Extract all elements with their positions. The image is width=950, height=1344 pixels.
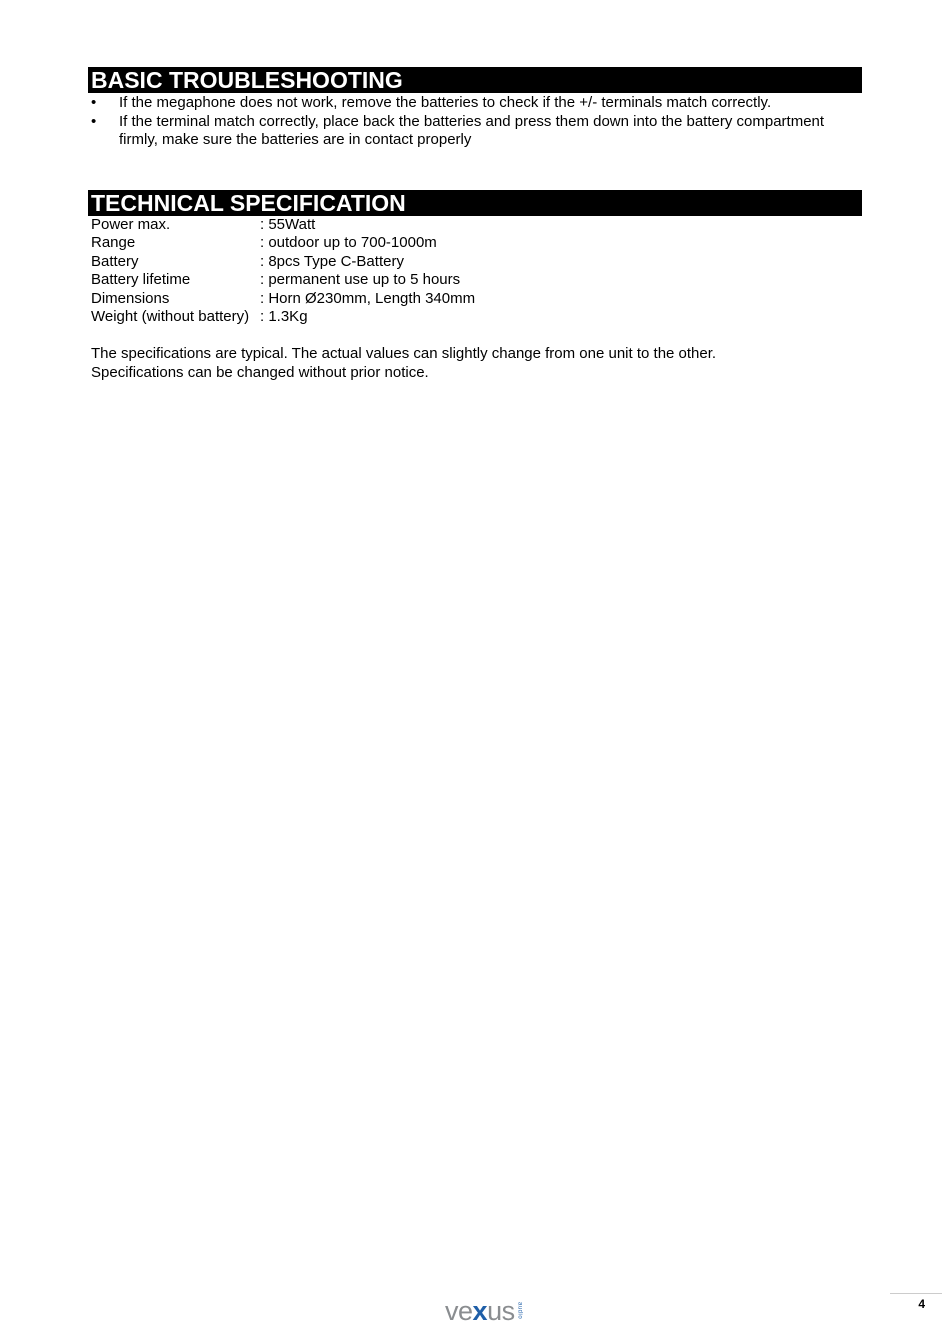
spec-row — [91, 253, 475, 271]
spec-row — [91, 234, 475, 252]
section-heading-troubleshooting: BASIC TROUBLESHOOTING — [88, 67, 862, 93]
bullet-icon: • — [91, 94, 97, 111]
troubleshooting-list — [88, 94, 862, 150]
spec-table — [91, 216, 475, 326]
spec-value: : 8pcs Type C-Battery — [260, 252, 404, 270]
spec-note: The specifications are typical. The actual values can slightly change from one unit to the other. — [91, 345, 717, 362]
footer-divider — [890, 1293, 942, 1294]
list-item — [88, 94, 862, 113]
spec-label: Weight (without battery) — [91, 308, 250, 326]
spec-label: Battery — [91, 252, 139, 270]
spec-label: Dimensions — [91, 289, 170, 307]
vexus-logo — [445, 1296, 523, 1326]
spec-value: : 55Watt — [260, 216, 316, 233]
spec-row — [91, 216, 475, 234]
list-item — [88, 113, 862, 150]
spec-note: Specifications can be changed without prior notice. — [91, 363, 429, 381]
spec-row — [91, 308, 475, 326]
spec-notes — [91, 345, 716, 382]
bullet-icon: • — [91, 112, 97, 130]
list-item-text: If the megaphone does not work, remove the batteries to check if the +/- terminals match correctly. — [119, 94, 772, 111]
spec-value: : 1.3Kg — [260, 308, 308, 326]
list-item-text: If the terminal match correctly, place back the batteries and press them down into the battery compartment firmly, make sure the batteries are in contact properly — [119, 112, 825, 148]
section-heading-technical-specification: TECHNICAL SPECIFICATION — [88, 190, 862, 216]
spec-row — [91, 271, 475, 289]
logo-text-x: x — [472, 1295, 488, 1326]
logo-subtext: audio — [516, 1302, 523, 1320]
page-number: 4 — [918, 1297, 925, 1311]
spec-value: : Horn Ø230mm, Length 340mm — [260, 289, 476, 307]
spec-row — [91, 290, 475, 308]
spec-value: : permanent use up to 5 hours — [260, 271, 461, 289]
spec-label: Battery lifetime — [91, 271, 191, 289]
logo-text-post: us — [487, 1295, 515, 1326]
spec-label: Power max. — [91, 216, 171, 233]
spec-value: : outdoor up to 700-1000m — [260, 234, 437, 252]
spec-label: Range — [91, 234, 136, 252]
logo-text-pre: ve — [445, 1295, 473, 1326]
